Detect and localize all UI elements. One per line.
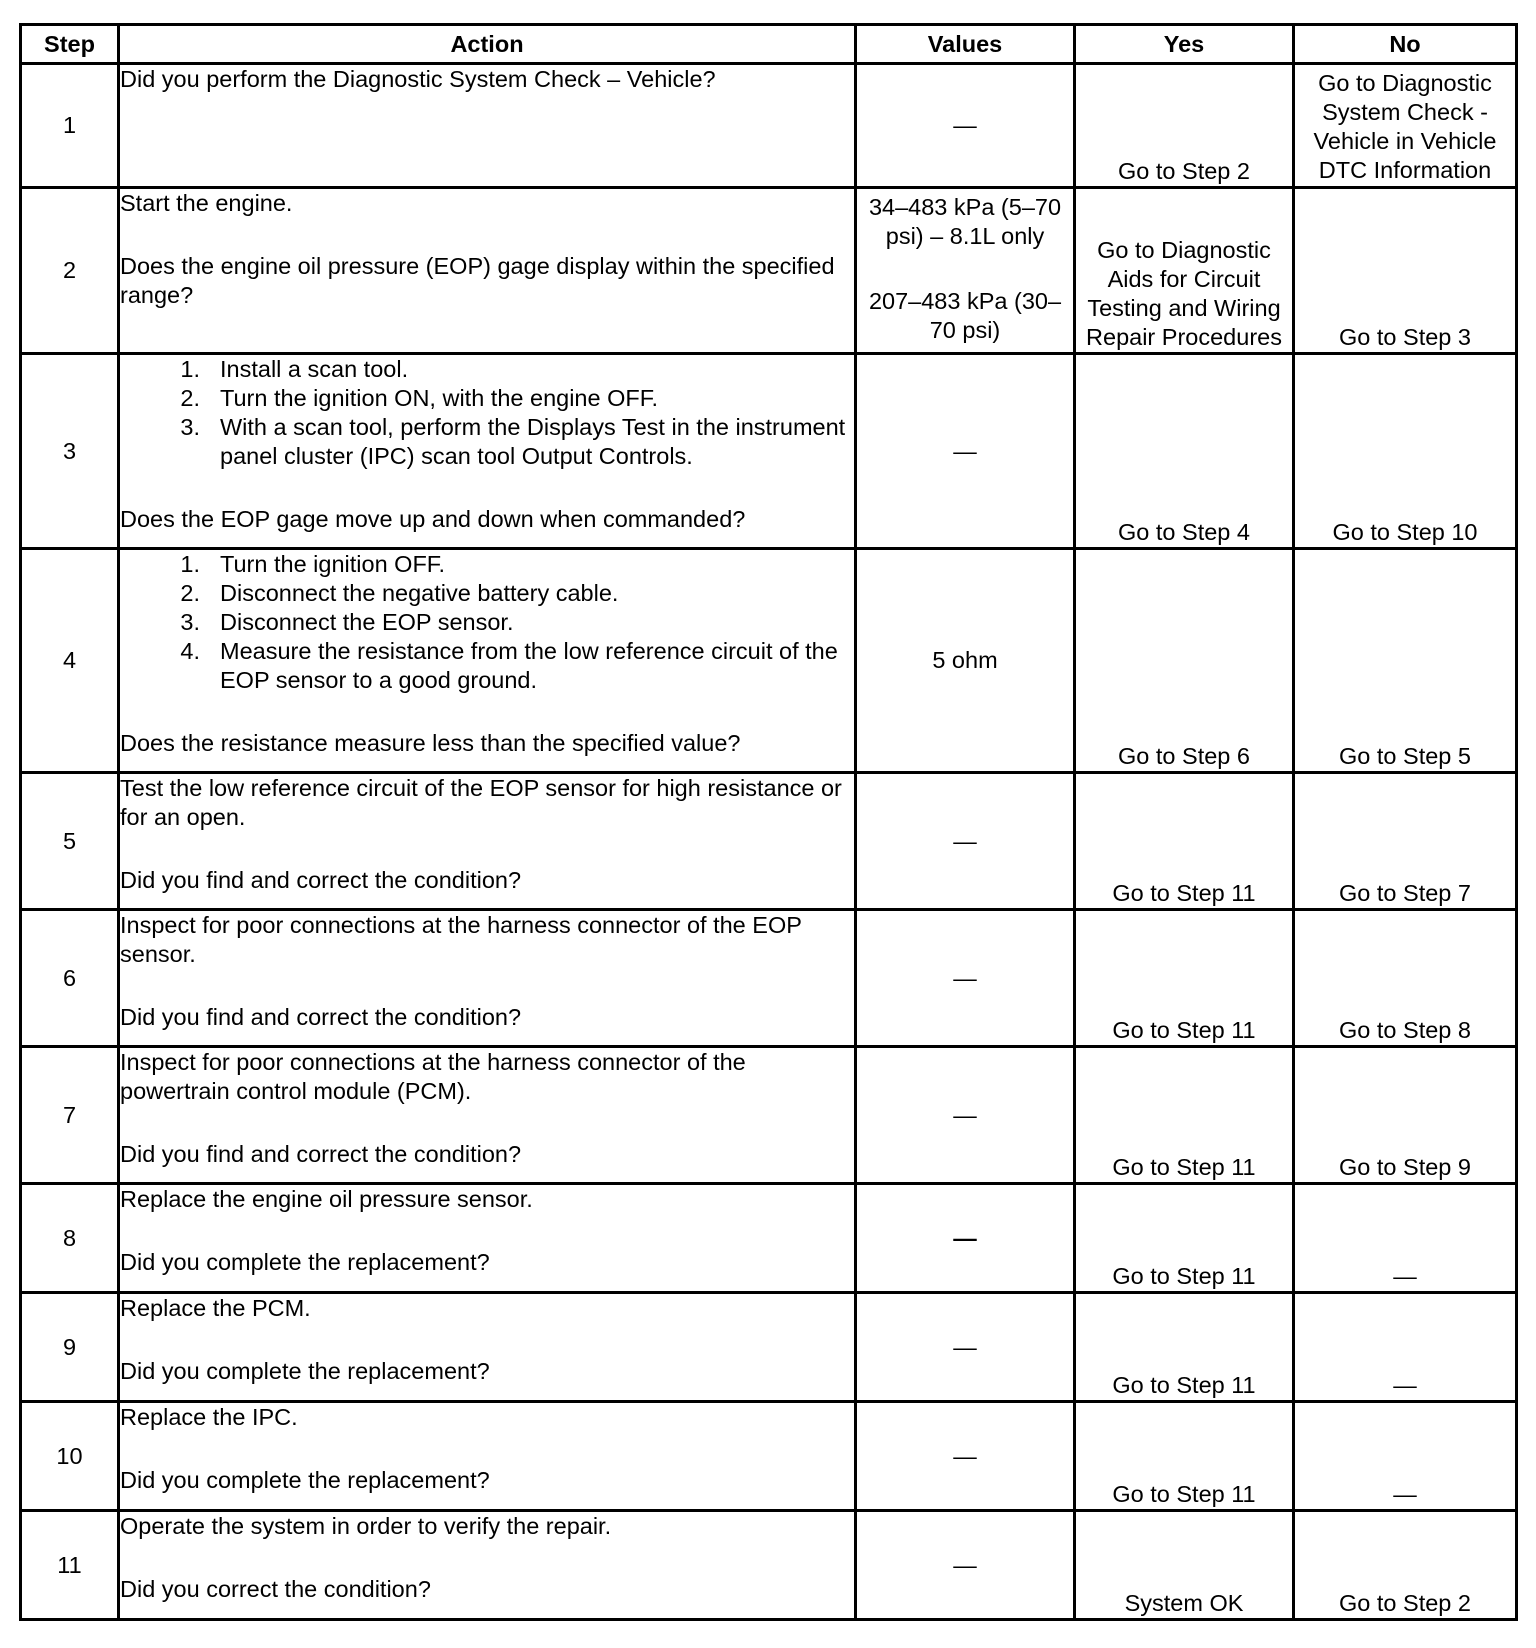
- no-cell: Go to Step 8: [1294, 910, 1517, 1047]
- no-cell: Go to Step 9: [1294, 1047, 1517, 1184]
- no-cell: Go to Step 7: [1294, 773, 1517, 910]
- header-row: [21, 25, 1517, 64]
- header-yes: Yes: [1075, 25, 1294, 64]
- yes-cell: Go to Step 11: [1075, 1293, 1294, 1402]
- table-row: [21, 64, 1517, 188]
- no-cell: Go to Step 10: [1294, 354, 1517, 549]
- action-cell: [119, 910, 856, 1047]
- action-question: Did you find and correct the condition?: [120, 1141, 522, 1167]
- values-cell: —: [856, 1511, 1075, 1620]
- list-item: 3. With a scan tool, perform the Displays Test in the instrument panel cluster (IPC) scan tool Output Controls.: [180, 414, 846, 469]
- list-item: 2. Turn the ignition ON, with the engine OFF.: [180, 385, 659, 411]
- no-cell: Go to Diagnostic System Check - Vehicle in Vehicle DTC Information: [1294, 64, 1517, 188]
- values-cell: —: [856, 1184, 1075, 1293]
- no-cell: —: [1294, 1402, 1517, 1511]
- step-number: 1: [21, 64, 119, 188]
- values-cell: [856, 188, 1075, 354]
- list-item: 3. Disconnect the EOP sensor.: [180, 609, 514, 635]
- table-row: [21, 1184, 1517, 1293]
- step-number: 2: [21, 188, 119, 354]
- no-cell: Go to Step 2: [1294, 1511, 1517, 1620]
- list-item: 1. Turn the ignition OFF.: [180, 551, 446, 577]
- action-text: Test the low reference circuit of the EOP sensor for high resistance or for an open.: [120, 775, 842, 830]
- action-question: Does the EOP gage move up and down when commanded?: [120, 506, 746, 532]
- action-question: Does the engine oil pressure (EOP) gage display within the specified range?: [120, 253, 835, 308]
- action-text: Start the engine.: [120, 190, 293, 216]
- action-text: Replace the IPC.: [120, 1404, 298, 1430]
- list-item: 4. Measure the resistance from the low reference circuit of the EOP sensor to a good ground.: [180, 638, 838, 693]
- action-question: Does the resistance measure less than the specified value?: [120, 730, 741, 756]
- values-cell: —: [856, 1402, 1075, 1511]
- action-cell: [119, 549, 856, 773]
- table-row: [21, 549, 1517, 773]
- action-text: Replace the engine oil pressure sensor.: [120, 1186, 533, 1212]
- yes-cell: System OK: [1075, 1511, 1294, 1620]
- step-number: 9: [21, 1293, 119, 1402]
- action-cell: [119, 354, 856, 549]
- yes-cell: Go to Diagnostic Aids for Circuit Testing and Wiring Repair Procedures: [1075, 188, 1294, 354]
- values-cell: —: [856, 773, 1075, 910]
- action-cell: [119, 1047, 856, 1184]
- header-values: Values: [856, 25, 1075, 64]
- step-number: 5: [21, 773, 119, 910]
- step-number: 3: [21, 354, 119, 549]
- yes-cell: Go to Step 11: [1075, 910, 1294, 1047]
- value-range-8-1l: 34–483 kPa (5–70 psi) – 8.1L only: [868, 194, 1062, 249]
- yes-cell: Go to Step 6: [1075, 549, 1294, 773]
- yes-cell: Go to Step 11: [1075, 773, 1294, 910]
- yes-cell: Go to Step 11: [1075, 1184, 1294, 1293]
- table-row: [21, 1047, 1517, 1184]
- table-row: [21, 773, 1517, 910]
- action-text: Inspect for poor connections at the harness connector of the EOP sensor.: [120, 912, 802, 967]
- step-number: 7: [21, 1047, 119, 1184]
- values-cell: —: [856, 354, 1075, 549]
- step-number: 6: [21, 910, 119, 1047]
- step-number: 8: [21, 1184, 119, 1293]
- no-cell: —: [1294, 1184, 1517, 1293]
- table-row: [21, 1402, 1517, 1511]
- action-question: Did you complete the replacement?: [120, 1249, 490, 1275]
- action-cell: [119, 188, 856, 354]
- action-question: Did you correct the condition?: [120, 1576, 431, 1602]
- value-range-standard: 207–483 kPa (30–70 psi): [868, 288, 1062, 343]
- values-cell: —: [856, 64, 1075, 188]
- table-row: [21, 1511, 1517, 1620]
- action-text: Replace the PCM.: [120, 1295, 311, 1321]
- action-cell: [119, 1184, 856, 1293]
- step-number: 11: [21, 1511, 119, 1620]
- no-cell: —: [1294, 1293, 1517, 1402]
- action-text: Operate the system in order to verify the repair.: [120, 1513, 612, 1539]
- table-row: [21, 188, 1517, 354]
- action-question: Did you find and correct the condition?: [120, 1004, 522, 1030]
- yes-cell: Go to Step 11: [1075, 1402, 1294, 1511]
- yes-cell: Go to Step 4: [1075, 354, 1294, 549]
- table-row: [21, 1293, 1517, 1402]
- values-cell: 5 ohm: [856, 549, 1075, 773]
- action-question: Did you find and correct the condition?: [120, 867, 522, 893]
- no-cell: Go to Step 3: [1294, 188, 1517, 354]
- values-cell: —: [856, 1293, 1075, 1402]
- no-cell: Go to Step 5: [1294, 549, 1517, 773]
- action-text: Did you perform the Diagnostic System Check – Vehicle?: [120, 66, 716, 92]
- header-action: Action: [119, 25, 856, 64]
- action-cell: [119, 1511, 856, 1620]
- step-number: 4: [21, 549, 119, 773]
- diagnostic-table: [19, 23, 1518, 1621]
- table-row: [21, 910, 1517, 1047]
- header-no: No: [1294, 25, 1517, 64]
- values-cell: —: [856, 910, 1075, 1047]
- list-item: 1. Install a scan tool.: [180, 356, 409, 382]
- action-cell: [119, 773, 856, 910]
- action-cell: [119, 1402, 856, 1511]
- header-step: Step: [21, 25, 119, 64]
- procedure-list: [120, 355, 854, 471]
- values-cell: —: [856, 1047, 1075, 1184]
- action-cell: [119, 1293, 856, 1402]
- yes-cell: Go to Step 2: [1075, 64, 1294, 188]
- step-number: 10: [21, 1402, 119, 1511]
- yes-cell: Go to Step 11: [1075, 1047, 1294, 1184]
- table-row: [21, 354, 1517, 549]
- list-item: 2. Disconnect the negative battery cable.: [180, 580, 619, 606]
- procedure-list: [120, 550, 854, 695]
- action-cell: [119, 64, 856, 188]
- action-question: Did you complete the replacement?: [120, 1467, 490, 1493]
- action-question: Did you complete the replacement?: [120, 1358, 490, 1384]
- action-text: Inspect for poor connections at the harness connector of the powertrain control module (PCM).: [120, 1049, 746, 1104]
